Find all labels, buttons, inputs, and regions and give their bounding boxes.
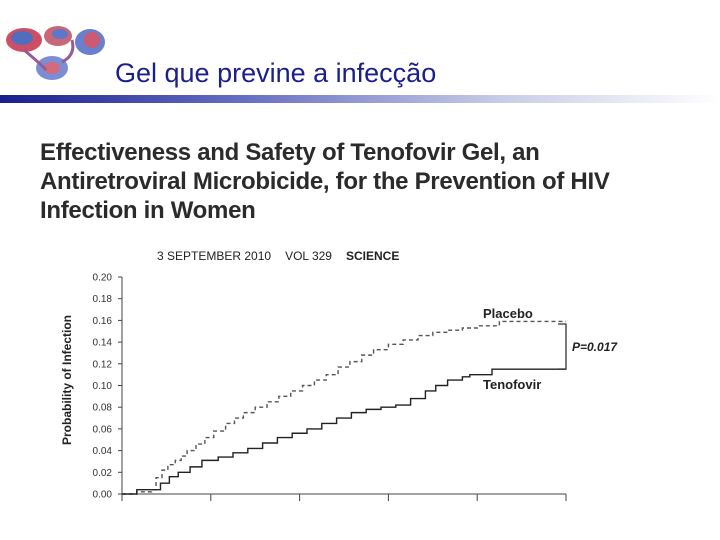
y-tick-label: 0.00 [92,489,112,501]
y-tick-label: 0.08 [92,402,112,414]
y-tick-label: 0.12 [92,359,112,371]
y-tick-label: 0.06 [92,424,112,436]
y-tick-label: 0.16 [92,315,112,327]
citation-journal: SCIENCE [345,249,400,263]
series-line-placebo [122,321,566,494]
y-tick-label: 0.14 [92,337,112,349]
slide-title: Gel que previne a infecção [115,58,437,88]
y-tick-label: 0.02 [92,467,112,479]
y-tick-label: 0.10 [92,381,112,392]
y-tick-label: 0.18 [92,294,112,306]
y-axis-label: Probability of Infection [60,314,74,446]
y-tick-label: 0.20 [92,272,112,284]
series-label-tenofovir: Tenofovir [483,377,542,392]
series-label-placebo: Placebo [483,306,533,321]
paper-title: Effectiveness and Safety of Tenofovir Gel, an Antiretroviral Microbicide, for the Prevention of HIV Infection in Women [40,139,610,224]
p-value-annotation: P=0.017 [572,340,618,354]
p-value-bracket [558,324,566,369]
y-tick-labels [93,273,113,501]
citation-volume: VOL 329 [285,249,332,263]
citation-date: 3 SEPTEMBER 2010 [157,249,272,263]
chart-series [122,321,566,494]
y-tick-label: 0.04 [92,446,112,458]
